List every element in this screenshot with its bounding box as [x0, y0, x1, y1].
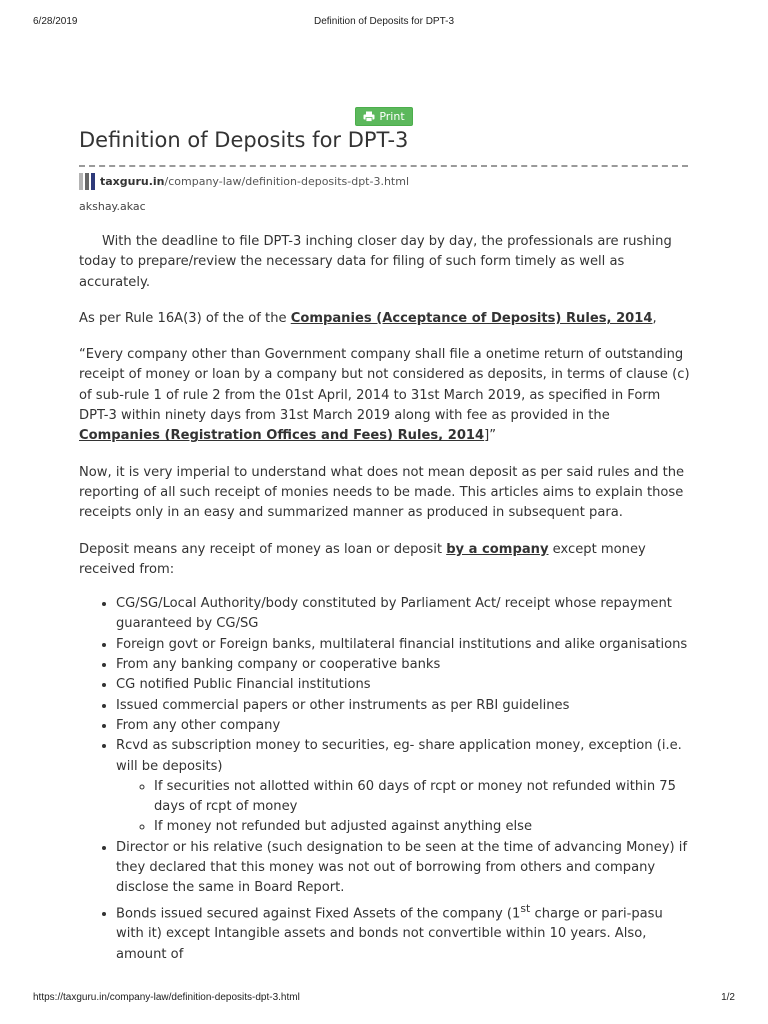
author-name: akshay.akac — [79, 200, 146, 213]
quote-text: “Every company other than Government company shall file a onetime return of outstanding receipt of money or loan by a company but not considered as deposits, in terms of clause (c) of sub-rule 1 of rule 2 from the 01st April, 2014 to 31st March 2019, as specified in Form DPT-3 within ninety days from 31st March 2019 along with fee as provided in the — [79, 347, 690, 424]
bonds-text-b: charge or pari-pasu with it) except Intangible assets and bonds not convertible within 10 years. Also, amount of — [116, 905, 663, 962]
pdf-footer-url: https://taxguru.in/company-law/definition-deposits-dpt-3.html — [33, 992, 300, 1003]
rule-paragraph — [79, 309, 691, 329]
article-body — [79, 232, 691, 965]
list-item: • Foreign govt or Foreign banks, multilateral financial institutions and alike organisations — [116, 635, 691, 655]
list-item-text: Rcvd as subscription money to securities, eg- share application money, exception (i.e. will be deposits) — [116, 738, 682, 774]
rule-suffix: , — [652, 310, 657, 326]
list-item: • CG notified Public Financial institutions — [116, 675, 691, 695]
deposit-prefix: Deposit means any receipt of money as loan or deposit — [79, 541, 447, 557]
title-divider — [79, 165, 688, 167]
list-item — [116, 899, 691, 965]
source-path: /company-law/definition-deposits-dpt-3.html — [164, 174, 410, 188]
exceptions-list — [79, 594, 691, 965]
print-button-label: Print — [379, 110, 405, 123]
article-title: Definition of Deposits for DPT-3 — [79, 128, 409, 152]
by-a-company-link[interactable]: by a company — [446, 541, 549, 557]
deposit-paragraph — [79, 540, 691, 581]
rules-link[interactable]: Companies (Acceptance of Deposits) Rules, 2014 — [290, 310, 653, 326]
now-paragraph: Now, it is very imperial to understand what does not mean deposit as per said rules and the reporting of all such receipt of monies needs to be made. This articles aims to explain those receipts only in an easy and summarized manner as produced in subsequent para. — [79, 464, 685, 521]
list-item: • From any banking company or cooperative banks — [116, 655, 691, 675]
bonds-text-a: Bonds issued secured against Fixed Assets of the company (1 — [116, 905, 521, 921]
list-item: • CG/SG/Local Authority/body constituted by Parliament Act/ receipt whose repayment guaranteed by CG/SG — [116, 594, 691, 635]
quote-paragraph — [79, 345, 691, 446]
list-item: • Issued commercial papers or other instruments as per RBI guidelines — [116, 696, 691, 716]
fees-rules-link[interactable]: Companies (Registration Offices and Fees) Rules, 2014 — [79, 428, 485, 444]
source-domain: taxguru.in — [100, 174, 165, 188]
rule-prefix: As per Rule 16A(3) of the of the — [79, 310, 291, 326]
printer-icon — [363, 111, 375, 122]
pdf-header-date: 6/28/2019 — [33, 16, 78, 27]
pdf-footer-page-number: 1/2 — [721, 992, 735, 1003]
deposit-suffix: except money received from: — [79, 541, 646, 577]
quote-end: ]” — [484, 428, 497, 444]
list-item — [116, 736, 691, 837]
sub-list — [116, 777, 691, 838]
pdf-header-title: Definition of Deposits for DPT-3 — [313, 16, 455, 27]
source-logo-icon — [79, 173, 95, 190]
intro-paragraph: With the deadline to file DPT-3 inching closer day by day, the professionals are rushing today to prepare/review the necessary data for filing of such form timely as well as accurately. — [79, 234, 672, 290]
sub-list-item: ◦ If securities not allotted within 60 days of rcpt or money not refunded within 75 days of rcpt of money — [154, 777, 691, 818]
sub-list-item: ◦ If money not refunded but adjusted against anything else — [154, 817, 691, 837]
list-item: • From any other company — [116, 716, 691, 736]
source-link[interactable] — [79, 173, 409, 189]
bonds-superscript: st — [520, 901, 531, 915]
list-item: • Director or his relative (such designation to be seen at the time of advancing Money) if they declared that this money was not out of borrowing from others and company disclose the same in Board Report. — [116, 838, 691, 899]
print-button[interactable] — [355, 107, 413, 126]
